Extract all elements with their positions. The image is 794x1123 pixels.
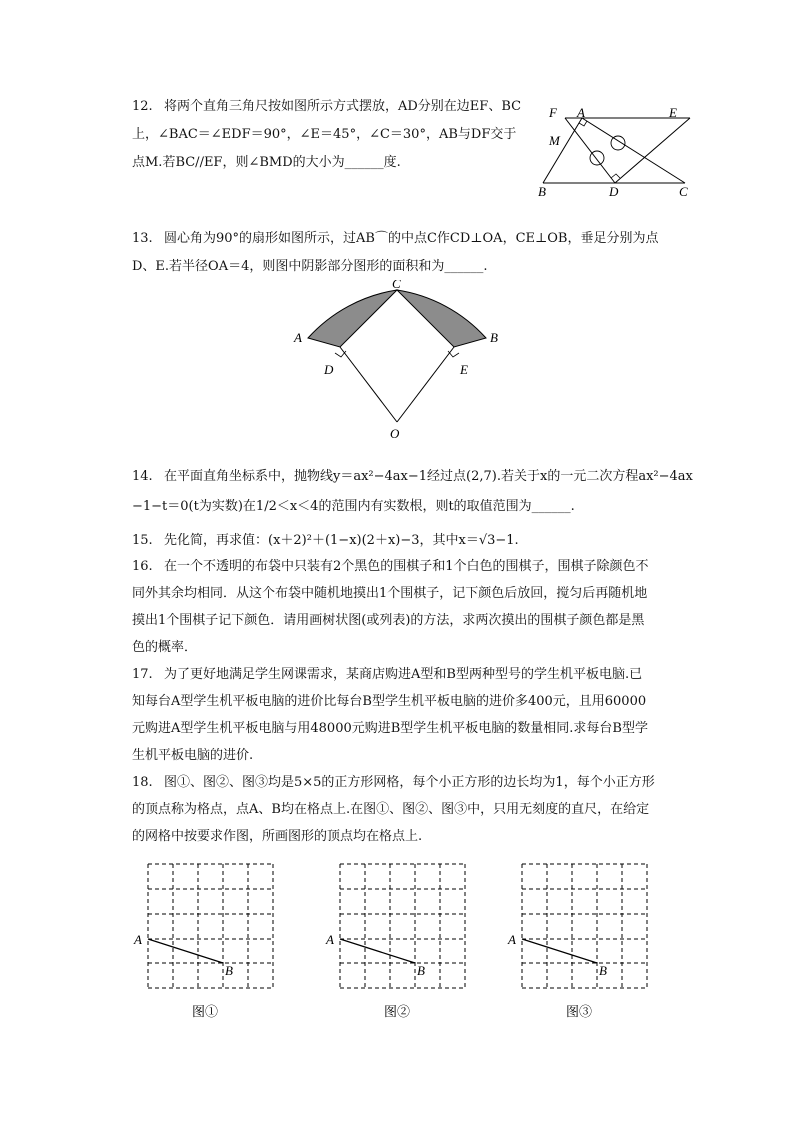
radius-OB-lower — [397, 347, 454, 422]
grid-caption: 图③ — [566, 1004, 593, 1019]
label-M: M — [549, 133, 560, 148]
label-D: D — [609, 184, 619, 199]
q14-line-1 — [132, 466, 693, 488]
q17-line-2: 知每台A型学生机平板电脑的进价比每台B型学生机平板电脑的进价多400元，且用60000 — [132, 694, 647, 709]
segment-FD — [565, 118, 615, 183]
right-angle-D — [611, 174, 620, 178]
q12-line-1 — [132, 96, 521, 118]
q12-line-2: 上，∠BAC＝∠EDF＝90°，∠E＝45°，∠C＝30°，AB与DF交于 — [132, 127, 517, 142]
q14-text-1: 在平面直角坐标系中，抛物线y＝ax²−4ax−1经过点(2,7).若关于x的一元二次方程ax²−4ax — [164, 469, 693, 484]
label-D: D — [324, 362, 334, 377]
shaded-region-left — [308, 290, 397, 347]
grid-caption: 图① — [192, 1004, 219, 1019]
q17-number: 17. — [132, 667, 153, 682]
q13-line-2: D、E.若半径OA＝4，则图中阴影部分图形的面积和为______. — [132, 259, 488, 274]
label-A: A — [508, 932, 516, 947]
label-F: F — [549, 105, 557, 120]
q12-number: 12. — [132, 99, 153, 114]
q18-line-2: 的顶点称为格点，点A、B均在格点上.在图①、图②、图③中，只用无刻度的直尺，在给定 — [132, 802, 650, 817]
q18-text-1: 图①、图②、图③均是5×5的正方形网格，每个小正方形的边长均为1，每个小正方形 — [164, 775, 655, 790]
label-B: B — [538, 184, 546, 199]
q17-text-1: 为了更好地满足学生网课需求，某商店购进A型和B型两种型号的学生机平板电脑.已 — [164, 667, 643, 682]
segment-AC — [582, 118, 685, 183]
q12-text-1: 将两个直角三角尺按如图所示方式摆放，AD分别在边EF、BC — [164, 99, 522, 114]
segment-AB — [148, 939, 223, 963]
q18-grid-3 — [504, 860, 664, 1030]
q18-line-3: 的网格中按要求作图，所画图形的顶点均在格点上. — [132, 829, 423, 844]
q18-grid-2 — [322, 860, 482, 1030]
label-E: E — [669, 105, 677, 120]
segment-DE — [615, 118, 690, 183]
radius-OA-lower — [340, 347, 397, 422]
q18-number: 18. — [132, 775, 153, 790]
q17-line-3: 元购进A型学生机平板电脑与用48000元购进B型学生机平板电脑的数量相同.求每台B型学 — [132, 721, 648, 736]
segment-AB — [522, 939, 597, 963]
q17-line-4: 生机平板电脑的进价. — [132, 748, 254, 763]
label-B: B — [599, 963, 607, 978]
q16-line-4: 色的概率． — [132, 640, 198, 655]
label-A: A — [577, 105, 585, 120]
segment-AB — [543, 118, 582, 183]
label-B: B — [225, 963, 233, 978]
q14-line-2: −1−t＝0(t为实数)在1/2＜x＜4的范围内有实数根，则t的取值范围为______. — [132, 499, 575, 514]
q18-grid-1 — [130, 860, 290, 1030]
q12-triangle-figure — [535, 100, 700, 200]
q15-text-1: 先化简，再求值：(x＋2)²＋(1−x)(2＋x)−3，其中x＝√3−1. — [164, 533, 519, 548]
q16-number: 16. — [132, 559, 153, 574]
grid-lines — [340, 864, 465, 988]
label-B: B — [490, 330, 498, 345]
hole-circle-2 — [590, 151, 604, 165]
shaded-region-right — [397, 290, 486, 347]
q16-text-1: 在一个不透明的布袋中只装有2个黑色的围棋子和1个白色的围棋子，围棋子除颜色不 — [164, 559, 649, 574]
hole-circle-1 — [611, 136, 625, 150]
q16-line-3: 摸出1个围棋子记下颜色．请用画树状图(或列表)的方法，求两次摸出的围棋子颜色都是黑 — [132, 613, 645, 628]
q13-number: 13. — [132, 231, 153, 246]
q14-number: 14. — [132, 469, 153, 484]
label-O: O — [390, 426, 400, 441]
q15-number: 15. — [132, 533, 153, 548]
label-A: A — [326, 932, 334, 947]
label-A: A — [134, 932, 142, 947]
q13-text-1: 圆心角为90°的扇形如图所示，过AB⌒的中点C作CD⊥OA，CE⊥OB，垂足分别为点 — [164, 231, 659, 246]
q13-line-1 — [132, 228, 658, 250]
q13-sector-figure — [290, 280, 510, 445]
q16-line-2: 同外其余均相同．从这个布袋中随机地摸出1个围棋子，记下颜色后放回，搅匀后再随机地 — [132, 586, 648, 601]
label-B: B — [417, 963, 425, 978]
grid-caption: 图② — [384, 1004, 411, 1019]
grid-lines — [148, 864, 273, 988]
label-A: A — [294, 330, 302, 345]
q18-line-1 — [132, 772, 655, 794]
q15-line-1 — [132, 530, 519, 552]
label-C: C — [679, 184, 688, 199]
label-E: E — [460, 362, 468, 377]
q17-line-1 — [132, 664, 642, 686]
q16-line-1 — [132, 556, 649, 578]
label-C: C — [392, 280, 401, 291]
segment-AB — [340, 939, 415, 963]
grid-lines — [522, 864, 647, 988]
q12-line-3: 点M.若BC//EF，则∠BMD的大小为______度. — [132, 155, 401, 170]
